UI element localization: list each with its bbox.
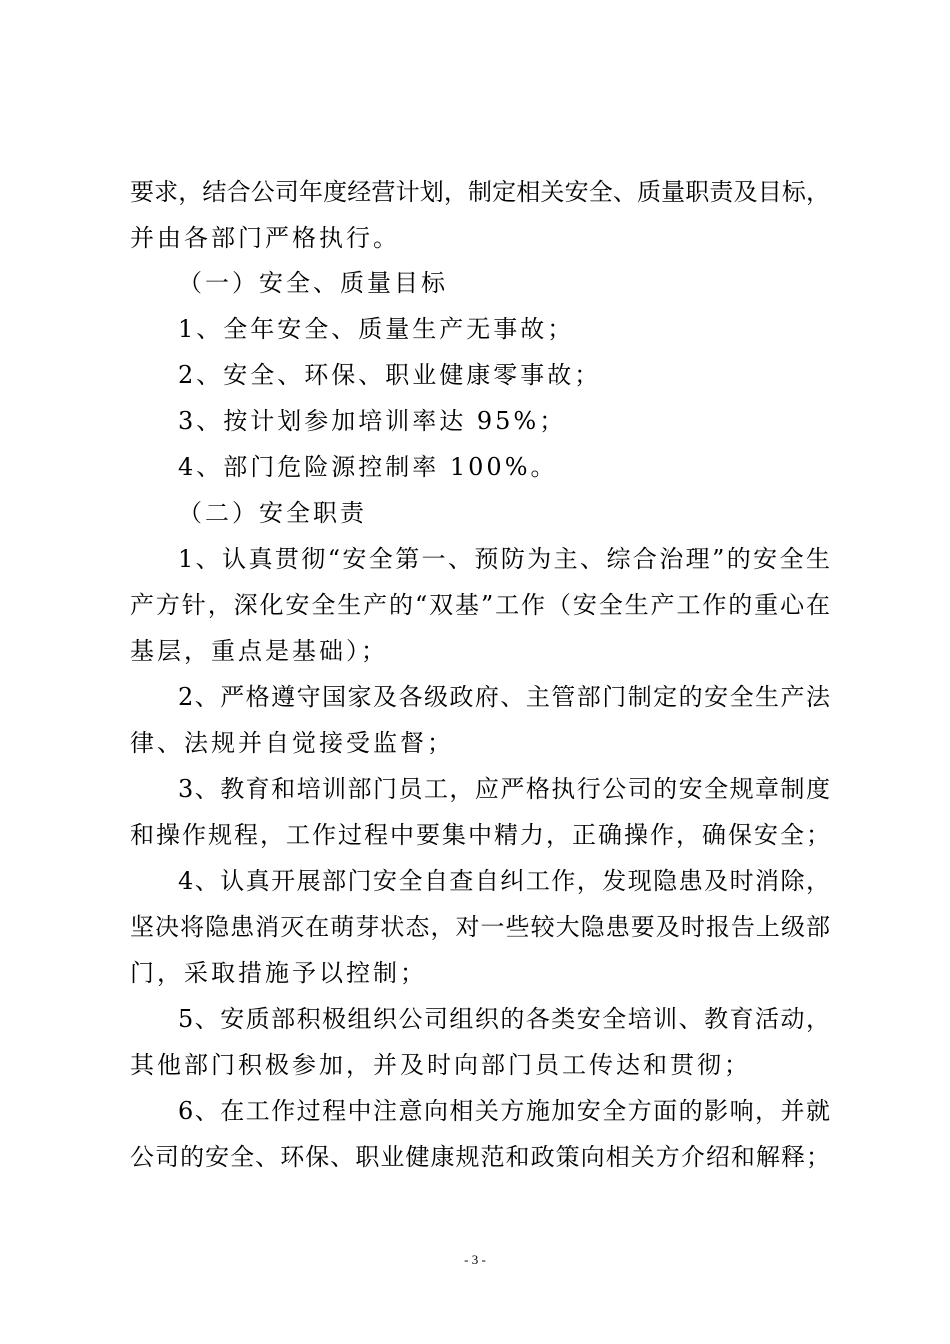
paragraph-line: 并由各部门严格执行。 bbox=[130, 224, 400, 252]
paragraph-line: 3、教育和培训部门员工，应严格执行公司的安全规章制度 bbox=[178, 775, 830, 803]
page-number: - 3 - bbox=[464, 1252, 486, 1267]
section-heading: （二）安全职责 bbox=[178, 499, 367, 527]
paragraph-line: 基层，重点是基础）； bbox=[130, 637, 388, 665]
paragraph-line: 要求，结合公司年度经营计划，制定相关安全、质量职责及目标， bbox=[130, 178, 830, 206]
paragraph-line: 公司的安全、环保、职业健康规范和政策向相关方介绍和解释； bbox=[130, 1143, 830, 1171]
paragraph-line: 坚决将隐患消灭在萌芽状态，对一些较大隐患要及时报告上级部 bbox=[130, 913, 830, 941]
list-item: 1、全年安全、质量生产无事故； bbox=[178, 315, 575, 343]
paragraph-line: 和操作规程，工作过程中要集中精力，正确操作，确保安全； bbox=[130, 821, 830, 849]
paragraph-line: 产方针，深化安全生产的“双基”工作（安全生产工作的重心在 bbox=[130, 591, 830, 619]
paragraph-line: 4、认真开展部门安全自查自纠工作，发现隐患及时消除， bbox=[178, 867, 830, 895]
paragraph-line: 5、安质部积极组织公司组织的各类安全培训、教育活动， bbox=[178, 1005, 830, 1033]
paragraph-line: 门，采取措施予以控制； bbox=[130, 959, 427, 987]
list-item: 3、按计划参加培训率达 95%； bbox=[178, 407, 567, 435]
paragraph-line: 其他部门积极参加，并及时向部门员工传达和贯彻； bbox=[130, 1051, 751, 1079]
paragraph-line: 律、法规并自觉接受监督； bbox=[130, 729, 454, 757]
paragraph-line: 2、严格遵守国家及各级政府、主管部门制定的安全生产法 bbox=[178, 683, 830, 711]
paragraph-line: 6、在工作过程中注意向相关方施加安全方面的影响，并就 bbox=[178, 1097, 830, 1125]
section-heading: （一）安全、质量目标 bbox=[178, 269, 448, 297]
paragraph-line: 1、认真贯彻“安全第一、预防为主、综合治理”的安全生 bbox=[178, 545, 830, 573]
list-item: 2、安全、环保、职业健康零事故； bbox=[178, 361, 602, 389]
list-item: 4、部门危险源控制率 100%。 bbox=[178, 453, 558, 481]
